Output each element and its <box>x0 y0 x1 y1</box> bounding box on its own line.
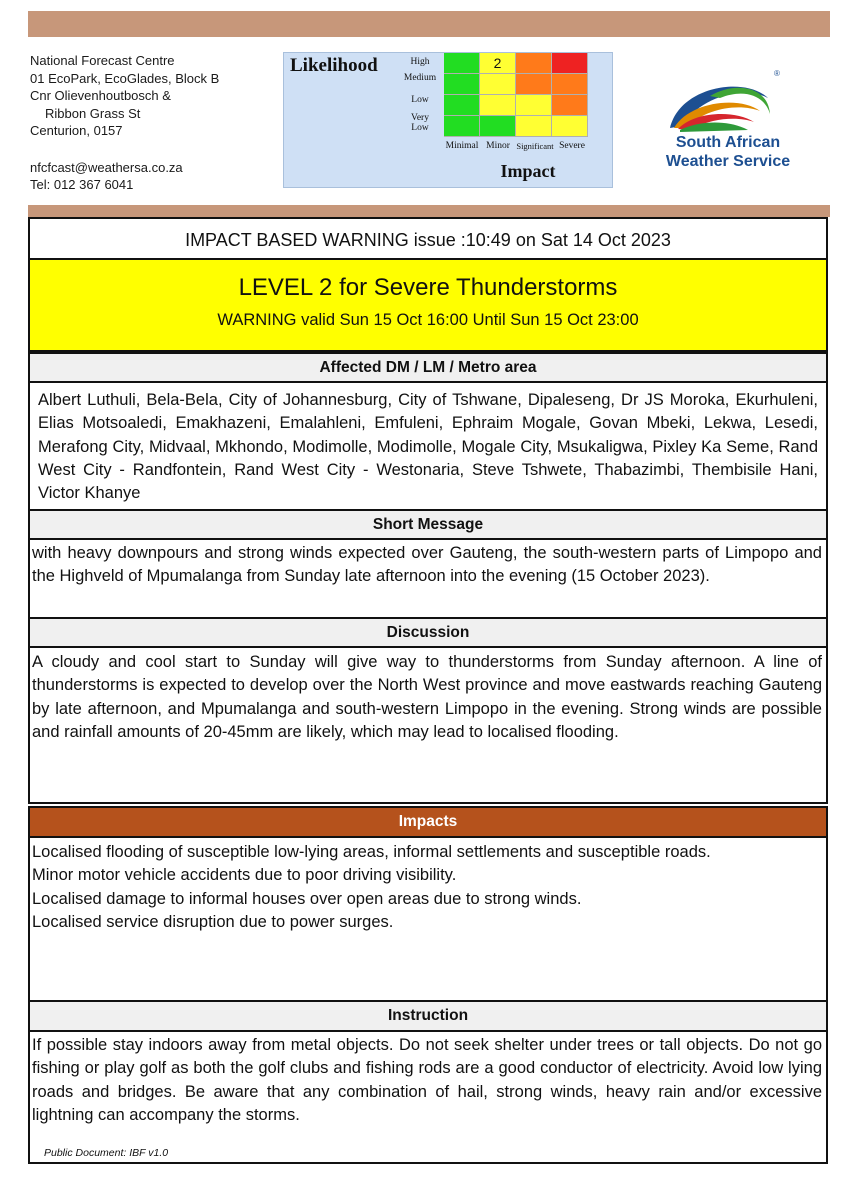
matrix-cell <box>480 116 516 137</box>
matrix-cell <box>516 95 552 116</box>
address-line: 01 EcoPark, EcoGlades, Block B <box>30 70 220 86</box>
column-label-minor: Minor <box>486 141 510 151</box>
column-label-severe: Severe <box>559 141 585 151</box>
instruction-heading: Instruction <box>28 1000 828 1032</box>
impact-item: Localised flooding of susceptible low-lying areas, informal settlements and susceptible roads. <box>32 843 711 861</box>
forecast-centre-address <box>30 52 219 194</box>
matrix-cell <box>552 53 588 74</box>
row-label-very-low: Very Low <box>411 113 429 133</box>
matrix-cell <box>480 74 516 95</box>
warning-level-box <box>28 258 828 352</box>
matrix-cell <box>552 95 588 116</box>
short-message-heading: Short Message <box>28 509 828 540</box>
document-footer: Public Document: IBF v1.0 <box>44 1147 169 1159</box>
impacts-heading: Impacts <box>28 806 828 838</box>
matrix-cell <box>444 53 480 74</box>
warning-issue-line: IMPACT BASED WARNING issue :10:49 on Sat 14 Oct 2023 <box>28 217 828 260</box>
short-message-text: with heavy downpours and strong winds expected over Gauteng, the south-western parts of Limpopo and the Highveld of Mpumalanga from Sunday late afternoon into the evening (15 October 2023). <box>28 540 828 617</box>
likelihood-label: Likelihood <box>290 55 378 76</box>
contact-email: nfcfcast@weathersa.co.za <box>30 159 183 175</box>
row-label-low: Low <box>411 95 429 105</box>
registered-mark: ® <box>774 69 780 78</box>
address-line: Ribbon Grass St <box>45 105 141 121</box>
row-label-high: High <box>410 57 430 67</box>
risk-matrix <box>283 52 613 188</box>
matrix-cell <box>552 116 588 137</box>
top-decorative-bar <box>28 11 830 37</box>
matrix-cell <box>516 53 552 74</box>
affected-heading: Affected DM / LM / Metro area <box>28 352 828 383</box>
warning-validity: WARNING valid Sun 15 Oct 16:00 Until Sun 15 Oct 23:00 <box>217 311 639 329</box>
address-line: Centurion, 0157 <box>30 123 123 138</box>
impacts-list <box>28 838 828 1002</box>
matrix-cell <box>444 74 480 95</box>
matrix-cell <box>444 116 480 137</box>
contact-phone: Tel: 012 367 6041 <box>30 177 134 192</box>
address-line: National Forecast Centre <box>30 53 175 68</box>
impact-item: Localised service disruption due to power surges. <box>32 912 394 931</box>
discussion-text: A cloudy and cool start to Sunday will give way to thunderstorms from Sunday afternoon. A line of thunderstorms is expected to develop over the North West province and move eastwards reaching Gauteng by late afternoon, and Mpumalanga and south-western Limpopo in the evening. Strong winds are possible and rainfall amounts of 20-45mm are likely, which may lead to localised flooding. <box>28 648 828 804</box>
impact-item: Minor motor vehicle accidents due to poor driving visibility. <box>32 866 457 885</box>
logo-text-line1: South African <box>675 134 781 151</box>
logo-text-line2: Weather Service <box>665 153 791 170</box>
matrix-cell <box>516 116 552 137</box>
impact-label: Impact <box>500 161 556 181</box>
column-label-significant: Significant <box>516 141 554 151</box>
matrix-cell-level: 2 <box>480 53 516 74</box>
matrix-cell <box>516 74 552 95</box>
matrix-cell <box>444 95 480 116</box>
discussion-heading: Discussion <box>28 617 828 648</box>
column-label-minimal: Minimal <box>445 141 479 151</box>
address-line: Cnr Olievenhoutbosch & <box>30 88 171 103</box>
matrix-cell <box>552 74 588 95</box>
impact-item: Localised damage to informal houses over open areas due to strong winds. <box>32 889 582 908</box>
matrix-cell <box>480 95 516 116</box>
row-label-medium: Medium <box>403 73 437 83</box>
warning-level-title: LEVEL 2 for Severe Thunderstorms <box>238 274 618 301</box>
affected-areas-text: Albert Luthuli, Bela-Bela, City of Johannesburg, City of Tshwane, Dipaleseng, Dr JS Moroka, Ekurhuleni, Elias Motsoaledi, Emakhazeni, Emalahleni, Emfuleni, Ephraim Mogale, Govan Mbeki, Lekwa, Lesedi, Merafong City, Midvaal, Mkhondo, Modimolle, Modimolle, Mogale City, Msukaligwa, Pixley Ka Seme, Rand West City - Randfontein, Rand West City - Westonaria, Steve Tshwete, Thabazimbi, Thembisile Hani, Victor Khanye <box>28 383 828 509</box>
instruction-text: If possible stay indoors away from metal objects. Do not seek shelter under trees or tall objects. Do not go fishing or play golf as both the golf clubs and fishing rods are a good conductor of electricity. Avoid low lying roads and bridges. Be aware that any combination of hail, strong winds, heavy rain and/or excessive lightning can accompany the storms. <box>28 1032 828 1164</box>
section-divider-bar <box>28 205 830 217</box>
